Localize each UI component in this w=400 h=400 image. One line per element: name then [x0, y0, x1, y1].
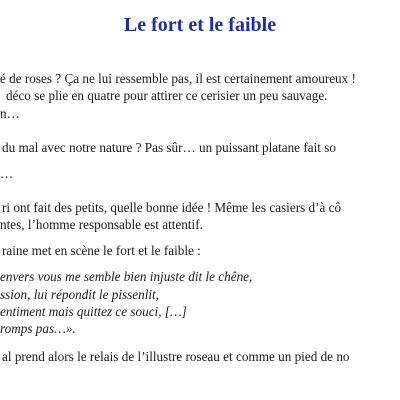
- text-line: é de roses ? Ça ne lui ressemble pas, il est certainement amoureux !: [0, 71, 356, 86]
- text-line: déco se plie en quatre pour attirer ce cerisier un peu sauvage.: [6, 88, 328, 103]
- quote-line: ssion, lui répondit le pissenlit,: [0, 287, 159, 302]
- quote-line: entiment mais quittez ce souci, […]: [0, 304, 187, 319]
- text-line: al prend alors le relais de l’illustre roseau et comme un pied de no: [2, 349, 350, 364]
- quote-line: envers vous me semble bien injuste dit le chêne,: [0, 269, 253, 284]
- text-line: n…: [0, 106, 20, 121]
- text-line: du mal avec notre nature ? Pas sûr… un puissant platane fait so: [2, 140, 336, 155]
- text-line: …: [0, 166, 14, 181]
- page-title: Le fort et le faible: [123, 14, 277, 36]
- text-line: raine met en scène le fort et le faible :: [2, 243, 201, 258]
- text-line: ntes, l’homme responsable est attentif.: [0, 217, 203, 232]
- quote-line: romps pas…».: [0, 321, 76, 336]
- text-line: ri ont fait des petits, quelle bonne idée ! Même les casiers d’à cô: [2, 200, 342, 215]
